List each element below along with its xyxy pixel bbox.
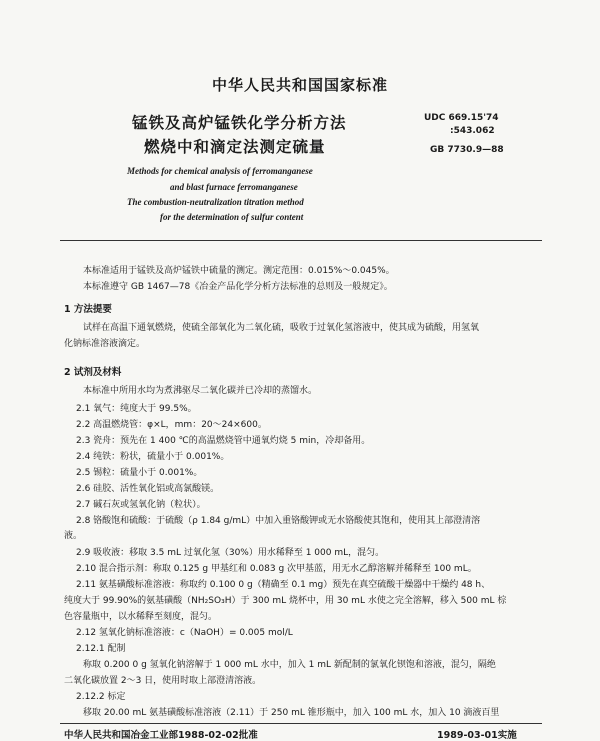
reagent-item-continuation: 纯度大于 99.90%的氨基磺酸（NH₂SO₃H）于 300 mL 烧杯中，用 30 mL 水使之完全溶解，移入 500 mL 棕: [64, 596, 507, 606]
reagent-item: 2.7 碱石灰或氢氧化钠（粒状）。: [76, 500, 206, 510]
english-title-line2: and blast furnace ferromanganese: [170, 182, 298, 192]
reagent-item: 2.11 氨基磺酸标准溶液：称取约 0.100 0 g（精确至 0.1 mg）预先在真空硫酸干燥器中干燥约 48 h、: [76, 580, 491, 590]
footer-divider: [60, 723, 542, 724]
reagent-item: 2.9 吸收液：移取 3.5 mL 过氧化氢（30%）用水稀释至 1 000 mL，混匀。: [76, 548, 385, 558]
reagent-item: 2.8 铬酸饱和硫酸：于硫酸（ρ 1.84 g/mL）中加入重铬酸钾或无水铬酸使其饱和，使用其上部澄清溶: [76, 516, 481, 526]
reagent-item-continuation: 液。: [64, 531, 83, 541]
section1-heading: 1 方法提要: [64, 304, 112, 315]
intro-compliance: 本标准遵守 GB 1467—78《冶金产品化学分析方法标准的总则及一般规定》。: [83, 282, 393, 292]
reagent-item: 移取 20.00 mL 氨基磺酸标准溶液（2.11）于 250 mL 锥形瓶中，加入 100 mL 水，加入 10 滴液百里: [83, 708, 500, 718]
section2-heading: 2 试剂及材料: [64, 367, 122, 378]
reagent-item-continuation: 色容量瓶中，以水稀释至刻度，混匀。: [64, 612, 218, 622]
english-title-line4: for the determination of sulfur content: [160, 212, 304, 222]
reagent-item: 2.2 高温燃烧管：φ×L，mm：20～24×600。: [76, 420, 267, 430]
intro-scope: 本标准适用于锰铁及高炉锰铁中硫量的测定。测定范围：0.015%～0.045%。: [83, 266, 395, 276]
reagent-item: 2.1 氧气：纯度大于 99.5%。: [76, 404, 197, 414]
implementation-date: 1989-03-01实施: [437, 730, 517, 741]
section1-text-line2: 化钠标准溶液滴定。: [64, 339, 146, 349]
national-standard-heading: 中华人民共和国国家标准: [211, 76, 388, 94]
gb-standard-number: GB 7730.9—88: [430, 145, 504, 155]
document-title-line1: 锰铁及高炉锰铁化学分析方法: [132, 114, 347, 132]
subsection-heading: 2.12.1 配制: [76, 644, 126, 654]
reagent-item: 2.6 硅胶、活性氧化铝或高氯酸镁。: [76, 484, 220, 494]
section1-text-line1: 试样在高温下通氧燃烧，使硫全部氧化为二氧化硫，吸收于过氧化氢溶液中，使其成为硫酸，用氢氧: [83, 323, 480, 333]
section2-intro: 本标准中所用水均为煮沸驱尽二氧化碳并已冷却的蒸馏水。: [83, 386, 318, 396]
header-divider: [60, 240, 542, 241]
reagent-item: 称取 0.200 0 g 氢氧化钠溶解于 1 000 mL 水中，加入 1 mL 新配制的氯氧化钡饱和溶液，混匀，隔绝: [83, 660, 496, 670]
reagent-item: 2.12 氢氧化钠标准溶液：c（NaOH）= 0.005 mol/L: [76, 628, 293, 638]
subsection-heading: 2.12.2 标定: [76, 692, 126, 702]
reagent-item: 2.4 纯铁：粉状，硫量小于 0.001%。: [76, 452, 230, 462]
reagent-item: 2.3 瓷舟：预先在 1 400 ℃的高温燃烧管中通氧灼烧 5 min，冷却备用。: [76, 436, 371, 446]
reagent-item-continuation: 二氧化碳放置 2～3 日，使用时取上部澄清溶液。: [64, 676, 262, 686]
approval-date: 中华人民共和国冶金工业部1988-02-02批准: [64, 730, 258, 741]
reagent-item: 2.10 混合指示剂：称取 0.125 g 甲基红和 0.083 g 次甲基蓝，用无水乙醇溶解并稀释至 100 mL。: [76, 564, 477, 574]
reagent-item: 2.5 锡粒：硫量小于 0.001%。: [76, 468, 203, 478]
english-title-line1: Methods for chemical analysis of ferromanganese: [127, 166, 313, 176]
udc-code-line1: UDC 669.15'74: [424, 113, 499, 123]
document-title-line2: 燃烧中和滴定法测定硫量: [144, 138, 326, 156]
udc-code-line2: :543.062: [450, 126, 495, 136]
english-title-line3: The combustion-neutralization titration method: [127, 197, 304, 207]
